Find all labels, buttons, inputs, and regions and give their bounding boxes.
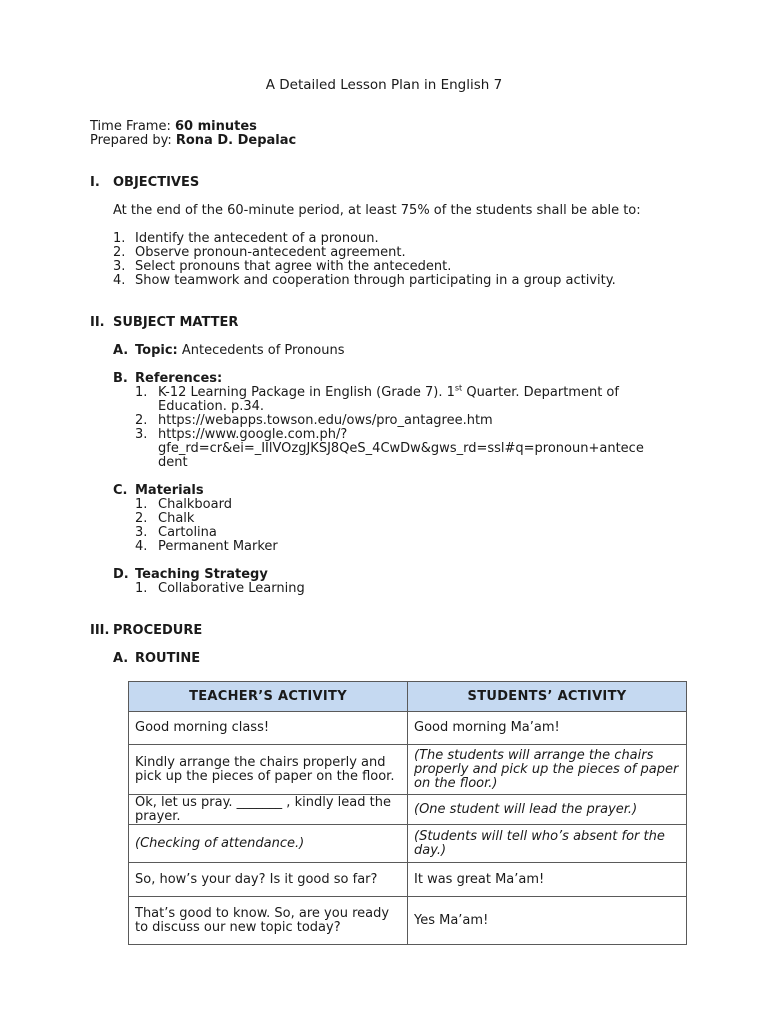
teacher-cell: (Checking of attendance.) — [129, 825, 408, 863]
prepared-by-line — [90, 134, 296, 148]
time-frame-line — [90, 120, 257, 134]
strategy-text: Collaborative Learning — [158, 581, 305, 596]
material-text: Chalkboard — [158, 497, 232, 512]
material-text: Permanent Marker — [158, 539, 278, 554]
student-cell: (Students will tell who’s absent for the day.) — [408, 825, 687, 863]
material-text: Chalk — [158, 511, 195, 526]
objective-number: 1. — [113, 231, 126, 246]
time-frame-label: Time Frame: — [90, 119, 171, 134]
section-heading-procedure: PROCEDURE — [113, 623, 203, 638]
student-cell: Yes Ma’am! — [408, 897, 687, 945]
reference-superscript: st — [454, 383, 463, 393]
reference-link-continued[interactable]: dent — [158, 455, 188, 470]
teacher-cell: That’s good to know. So, are you ready to discuss our new topic today? — [129, 897, 408, 945]
reference-text — [158, 383, 677, 400]
section-numeral-procedure: III. — [90, 623, 110, 638]
table-row — [129, 863, 687, 897]
topic-line — [135, 344, 345, 358]
reference-number: 3. — [135, 427, 148, 442]
references-label: References: — [135, 371, 223, 386]
prepared-by-label: Prepared by: — [90, 133, 172, 148]
routine-label: ROUTINE — [135, 651, 201, 666]
topic-value: Antecedents of Pronouns — [181, 343, 345, 358]
objective-text: Show teamwork and cooperation through participating in a group activity. — [135, 273, 616, 288]
teacher-cell: Good morning class! — [129, 712, 408, 745]
objective-number: 2. — [113, 245, 126, 260]
table-row — [129, 745, 687, 795]
document-title: A Detailed Lesson Plan in English 7 — [265, 77, 503, 93]
table-header-row — [129, 682, 687, 712]
table-row — [129, 897, 687, 945]
material-number: 1. — [135, 497, 148, 512]
reference-link[interactable]: https://webapps.towson.edu/ows/pro_antagree.htm — [158, 413, 493, 428]
objective-number: 3. — [113, 259, 126, 274]
prepared-by-value: Rona D. Depalac — [175, 133, 297, 148]
student-cell: (One student will lead the prayer.) — [408, 795, 687, 825]
reference-link-continued[interactable]: gfe_rd=cr&ei=_IIlVOzgJKSJ8QeS_4CwDw&gws_rd=ssl#q=pronoun+antece — [158, 441, 644, 456]
material-text: Cartolina — [158, 525, 217, 540]
topic-label: Topic: — [135, 343, 178, 358]
materials-label: Materials — [135, 483, 204, 498]
objective-text: Identify the antecedent of a pronoun. — [135, 231, 379, 246]
column-header-students: STUDENTS’ ACTIVITY — [408, 682, 687, 712]
student-cell: It was great Ma’am! — [408, 863, 687, 897]
time-frame-value: 60 minutes — [174, 119, 257, 134]
teacher-cell: So, how’s your day? Is it good so far? — [129, 863, 408, 897]
objective-text: Observe pronoun-antecedent agreement. — [135, 245, 406, 260]
routine-letter: A. — [113, 651, 129, 666]
topic-letter: A. — [113, 343, 129, 358]
section-numeral-subject-matter: II. — [90, 315, 105, 330]
objective-number: 4. — [113, 273, 126, 288]
reference-number: 2. — [135, 413, 148, 428]
section-heading-subject-matter: SUBJECT MATTER — [113, 315, 239, 330]
student-cell: (The students will arrange the chairs properly and pick up the pieces of paper on the floor.) — [408, 745, 687, 795]
table-row — [129, 825, 687, 863]
reference-text-continued: Education. p.34. — [158, 399, 265, 414]
column-header-teacher: TEACHER’S ACTIVITY — [129, 682, 408, 712]
reference-number: 1. — [135, 385, 148, 400]
reference-link[interactable]: https://www.google.com.ph/? — [158, 427, 348, 442]
section-numeral-objectives: I. — [90, 175, 100, 190]
routine-table — [128, 681, 687, 945]
teacher-cell: Ok, let us pray. _______ , kindly lead the prayer. — [129, 795, 408, 825]
references-letter: B. — [113, 371, 128, 386]
objective-text: Select pronouns that agree with the antecedent. — [135, 259, 452, 274]
reference-text-part: Quarter. Department of — [462, 385, 619, 400]
material-number: 3. — [135, 525, 148, 540]
student-cell: Good morning Ma’am! — [408, 712, 687, 745]
strategy-label: Teaching Strategy — [135, 567, 268, 582]
table-row — [129, 712, 687, 745]
reference-text-part: K-12 Learning Package in English (Grade 7). 1 — [158, 385, 455, 400]
objectives-intro: At the end of the 60-minute period, at least 75% of the students shall be able to: — [113, 203, 641, 218]
section-heading-objectives: OBJECTIVES — [113, 175, 200, 190]
material-number: 2. — [135, 511, 148, 526]
strategy-number: 1. — [135, 581, 148, 596]
material-number: 4. — [135, 539, 148, 554]
teacher-cell: Kindly arrange the chairs properly and pick up the pieces of paper on the floor. — [129, 745, 408, 795]
table-row — [129, 795, 687, 825]
strategy-letter: D. — [113, 567, 129, 582]
materials-letter: C. — [113, 483, 128, 498]
